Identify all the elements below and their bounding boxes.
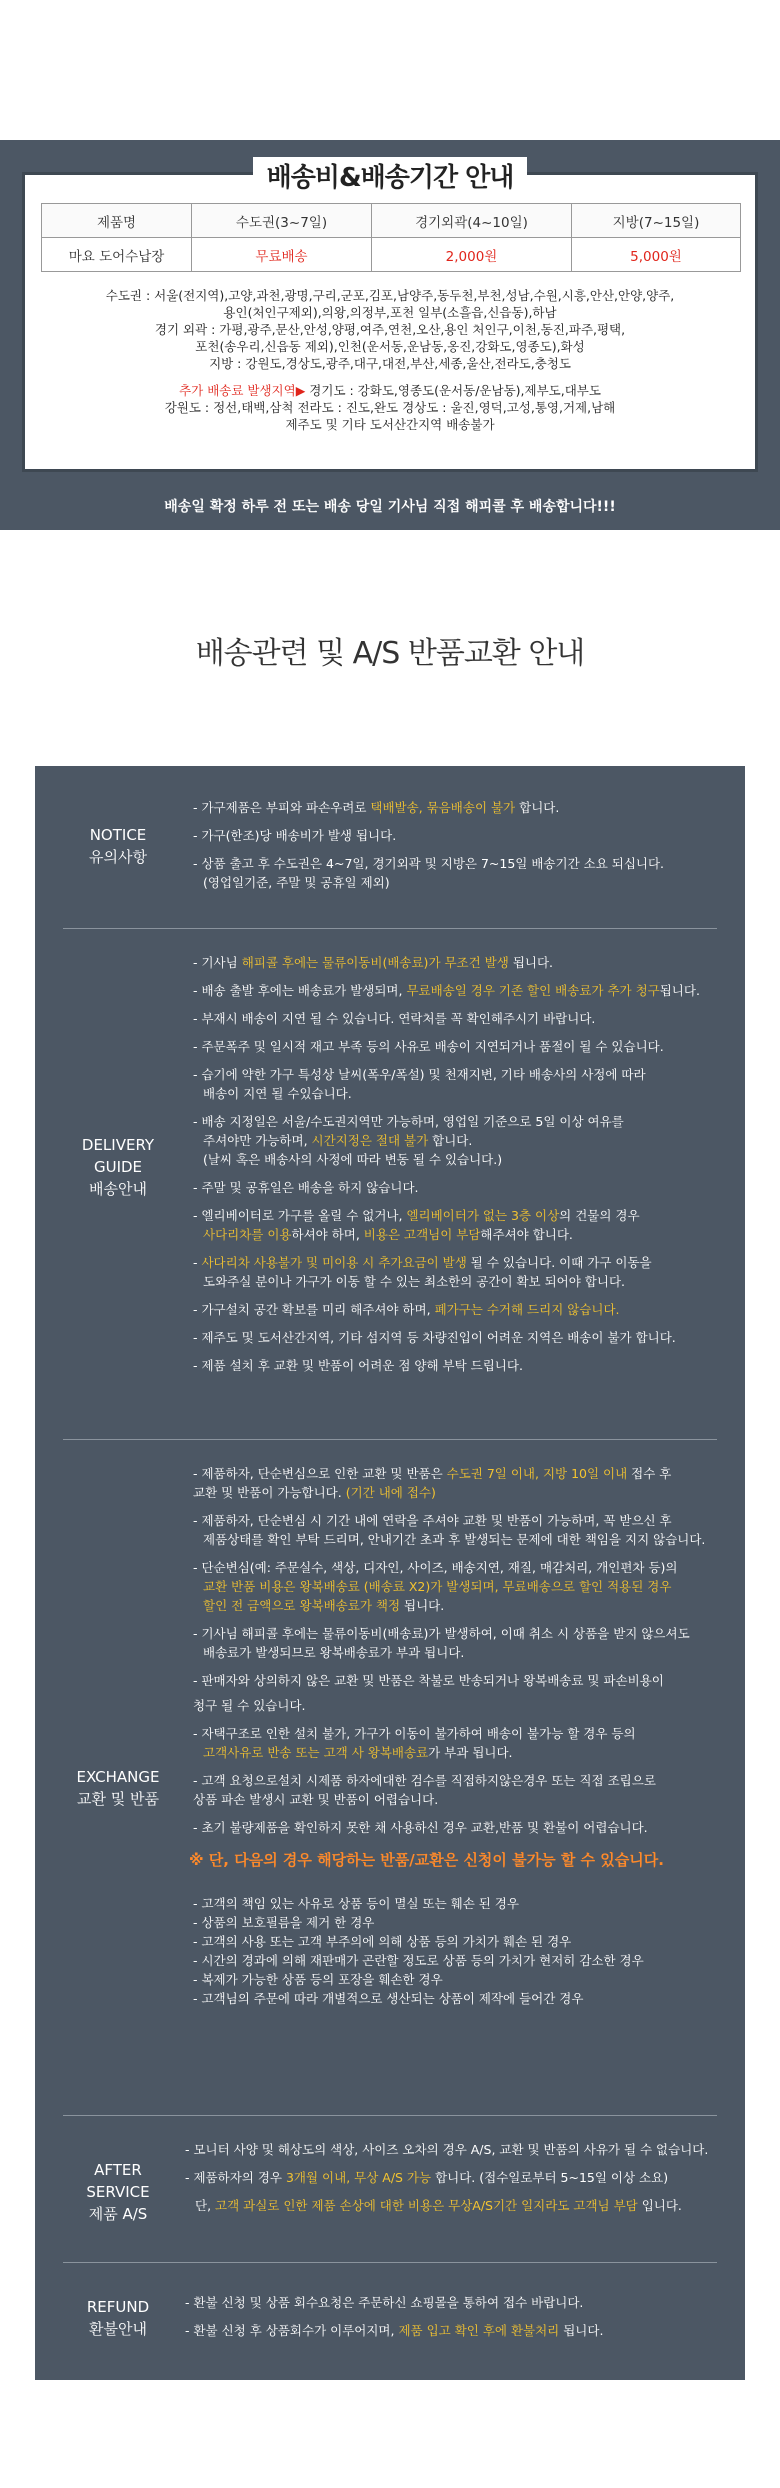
after-service-label: AFTER SERVICE 제품 A/S xyxy=(86,2161,150,2223)
shipping-fee-card xyxy=(22,163,758,472)
list-item: - 고객님의 주문에 따라 개별적으로 생산되는 상품이 제작에 들어간 경우 xyxy=(193,1991,584,2006)
exchange-list xyxy=(189,1464,717,2008)
shipping-fee-table xyxy=(41,203,741,272)
list-item: - 제주도 및 도서산간지역, 기타 섬지역 등 차량진입이 어려운 지역은 배송이 불가 합니다. xyxy=(193,1330,676,1345)
table-cell: 5,000원 xyxy=(572,238,741,272)
list-item: - 제품하자, 단순변심 시 기간 내에 연락을 주셔야 교환 및 반품이 가능하며, 꼭 받으신 후 제품상태를 확인 부탁 드리며, 안내기간 초과 후 발생되는 문제에 대한 책임을 지지 않습니다. xyxy=(193,1513,706,1547)
delivery-notice: 배송일 확정 하루 전 또는 배송 당일 기사님 직접 해피콜 후 배송합니다!!! xyxy=(164,499,616,515)
table-row xyxy=(42,238,741,272)
after-service-list xyxy=(185,2140,725,2224)
list-item: - 기사님 해피콜 후에는 물류이동비(배송료)가 무조건 발생 됩니다. xyxy=(193,955,554,970)
column-header: 경기외곽(4~10일) xyxy=(372,204,572,238)
list-item: - 습기에 약한 가구 특성상 날씨(폭우/폭설) 및 천재지변, 기타 배송사의 사정에 따라 배송이 지연 될 수있습니다. xyxy=(193,1067,646,1101)
list-item: - 시간의 경과에 의해 재판매가 곤란할 정도로 상품 등의 가치가 현저히 감소한 경우 xyxy=(193,1953,644,1968)
shipping-fee-section xyxy=(0,0,780,530)
column-header: 수도권(3~7일) xyxy=(192,204,372,238)
section-divider xyxy=(63,1439,717,1440)
list-item: - 부재시 배송이 지연 될 수 있습니다. 연락처를 꼭 확인해주시기 바랍니다. xyxy=(193,1011,596,1026)
notice-list xyxy=(193,798,717,901)
region-list: 수도권 : 서울(전지역),고양,과천,광명,구리,군포,김포,남양주,동두천,부천,성남,수원,시흥,안산,안양,양주, 용인(처인구제외),의왕,의정부,포천 일부(소흘읍,신읍동),하남 경기 외곽 : 가평,광주,문산,안성,양평,여주,연천,오산,용인 처인구,이천,동진,파주,평택, 포천(송우리,신읍동 제외),인천(운서동,운남동,옹진,강화도,영종도),화성 지방 : 강원도,경상도,광주,대구,대전,부산,세종,울산,전라도,충청도 추가 배송료 발생지역▶ 경기도 : 강화도,영종도(운서동/운남동),제부도,대부도 강원도 : 정선,태백,삼척 전라도 : 진도,완도 경상도 : 울진,영덕,고성,통영,거제,남해 제주도 및 기타 도서산간지역 배송불가 xyxy=(25,287,755,433)
list-item: - 제품하자의 경우 3개월 이내, 무상 A/S 가능 합니다. (접수일로부터 5~15일 이상 소요) xyxy=(185,2170,669,2185)
column-header: 지방(7~15일) xyxy=(572,204,741,238)
list-item: - 초기 불량제품을 확인하지 못한 채 사용하신 경우 교환,반품 및 환불이 어렵습니다. xyxy=(193,1820,648,1835)
table-cell: 마요 도어수납장 xyxy=(42,238,192,272)
list-item: - 제품 설치 후 교환 및 반품이 어려운 점 양해 부탁 드립니다. xyxy=(193,1358,523,1373)
extra-fee-line: 추가 배송료 발생지역▶ 경기도 : 강화도,영종도(운서동/운남동),제부도,대부도 xyxy=(179,383,601,398)
list-item: - 환불 신청 및 상품 회수요청은 주문하신 쇼핑몰을 통하여 접수 바랍니다. xyxy=(185,2295,584,2310)
list-item: - 모니터 사양 및 해상도의 색상, 사이즈 오차의 경우 A/S, 교환 및 반품의 사유가 될 수 없습니다. xyxy=(185,2142,709,2157)
list-item: - 배송 지정일은 서울/수도권지역만 가능하며, 영업일 기준으로 5일 이상 여유를 주셔야만 가능하며, 시간지정은 절대 불가 합니다. (날씨 혹은 배송사의 사정에 따라 변동 될 수 있습니다.) xyxy=(193,1114,624,1167)
list-item: - 고객의 책임 있는 사유로 상품 등이 멸실 또는 훼손 된 경우 xyxy=(193,1896,519,1911)
warning-text: ※ 단, 다음의 경우 해당하는 반품/교환은 신청이 불가능 할 수 있습니다. xyxy=(189,1851,664,1869)
list-item: - 가구설치 공간 확보를 미리 해주셔야 하며, 폐가구는 수거해 드리지 않습니다. xyxy=(193,1302,620,1317)
list-item: - 배송 출발 후에는 배송료가 발생되며, 무료배송일 경우 기존 할인 배송료가 추가 청구됩니다. xyxy=(193,983,700,998)
list-item: - 사다리차 사용불가 및 미이용 시 추가요금이 발생 될 수 있습니다. 이때 가구 이동을 도와주실 분이나 가구가 이동 할 수 있는 최소한의 공간이 확보 되어야 합니다. xyxy=(193,1255,652,1289)
list-item: - 상품의 보호필름을 제거 한 경우 xyxy=(193,1915,375,1930)
column-header: 제품명 xyxy=(42,204,192,238)
list-item: - 주문폭주 및 일시적 재고 부족 등의 사유로 배송이 지연되거나 품절이 될 수 있습니다. xyxy=(193,1039,664,1054)
list-item: - 가구(한조)당 배송비가 발생 됩니다. xyxy=(193,828,397,843)
list-item: - 고객의 사용 또는 고객 부주의에 의해 상품 등의 가치가 훼손 된 경우 xyxy=(193,1934,572,1949)
card-title: 배송비&배송기간 안내 xyxy=(25,157,755,194)
delivery-list xyxy=(193,953,717,1384)
section-divider xyxy=(63,928,717,929)
list-item: - 판매자와 상의하지 않은 교환 및 반품은 착불로 반송되거나 왕복배송료 및 파손비용이 청구 될 수 있습니다. xyxy=(193,1673,664,1713)
guide-box xyxy=(35,766,745,2380)
delivery-label: DELIVERY GUIDE 배송안내 xyxy=(81,1136,155,1198)
refund-list xyxy=(185,2293,725,2349)
guide-title: 배송관련 및 A/S 반품교환 안내 xyxy=(195,636,585,671)
list-item: - 기사님 해피콜 후에는 물류이동비(배송료)가 발생하여, 이때 취소 시 상품을 받지 않으셔도 배송료가 발생되므로 왕복배송료가 부과 됩니다. xyxy=(193,1626,690,1660)
table-header-row xyxy=(42,204,741,238)
list-item: - 복제가 가능한 상품 등의 포장을 훼손한 경우 xyxy=(193,1972,443,1987)
list-item: - 환불 신청 후 상품회수가 이루어지며, 제품 입고 확인 후에 환불처리 됩니다. xyxy=(185,2323,604,2338)
table-cell: 무료배송 xyxy=(192,238,372,272)
list-item: - 단순변심(예: 주문실수, 색상, 디자인, 사이즈, 배송지연, 재질, 매감처리, 개인편차 등)의 교환 반품 비용은 왕복배송료 (배송료 X2)가 발생되며, 무료배송으로 할인 적용된 경우 할인 전 금액으로 왕복배송료가 책정 됩니다. xyxy=(193,1560,678,1613)
list-item: - 자택구조로 인한 설치 불가, 가구가 이동이 불가하여 배송이 불가능 할 경우 등의 고객사유로 반송 또는 고객 사 왕복배송료가 부과 됩니다. xyxy=(193,1726,636,1760)
table-cell: 2,000원 xyxy=(372,238,572,272)
list-item: - 상품 출고 후 수도권은 4~7일, 경기외곽 및 지방은 7~15일 배송기간 소요 되십니다. (영업일기준, 주말 및 공휴일 제외) xyxy=(193,856,665,890)
list-item: - 가구제품은 부피와 파손우려로 택배발송, 묶음배송이 불가 합니다. xyxy=(193,800,560,815)
list-item: - 엘리베이터로 가구를 올릴 수 없거나, 엘리베이터가 없는 3층 이상의 건물의 경우 사다리차를 이용하셔야 하며, 비용은 고객님이 부담해주셔야 합니다. xyxy=(193,1208,640,1242)
notice-label: NOTICE 유의사항 xyxy=(89,826,147,866)
exchange-label: EXCHANGE 교환 및 반품 xyxy=(76,1768,160,1808)
list-item: - 고객 요청으로설치 시제품 하자에대한 검수를 직접하지않은경우 또는 직접 조립으로 상품 파손 발생시 교환 및 반품이 어렵습니다. xyxy=(193,1773,656,1807)
list-item: - 주말 및 공휴일은 배송을 하지 않습니다. xyxy=(193,1180,419,1195)
list-item: - 제품하자, 단순변심으로 인한 교환 및 반품은 수도권 7일 이내, 지방 10일 이내 접수 후 교환 및 반품이 가능합니다. (기간 내에 접수) xyxy=(193,1466,672,1500)
refund-label: REFUND 환불안내 xyxy=(86,2298,150,2338)
section-divider xyxy=(63,2115,717,2116)
section-divider xyxy=(63,2262,717,2263)
list-item: 단, 고객 과실로 인한 제품 손상에 대한 비용은 무상A/S기간 일지라도 고객님 부담 입니다. xyxy=(195,2198,682,2213)
